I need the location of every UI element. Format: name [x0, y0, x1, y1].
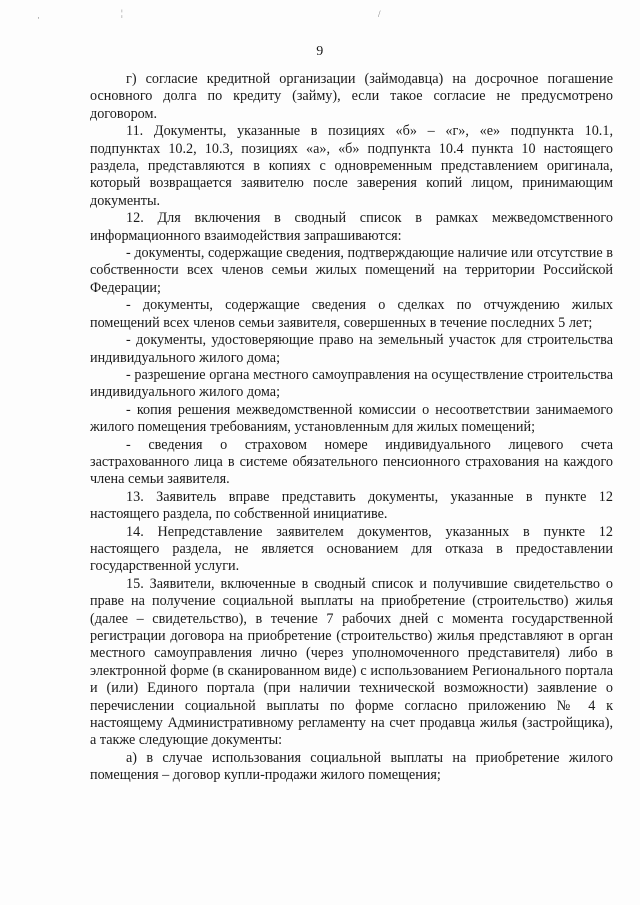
page-number: 9 — [316, 44, 324, 59]
paragraph-13: 13. Заявитель вправе представить документы, указанные в пункте 12 настоящего раздела, по собственной инициативе. — [90, 488, 613, 523]
paragraph-15: 15. Заявители, включенные в сводный список и получившие свидетельство о праве на получение социальной выплаты на приобретение (строительство) жилья (далее – свидетельство), в течение 7 рабочих дней с момента государственной регистрации договора на приобретение (строительство) жилья представляют в орган местного самоуправления лично (через уполномоченного представителя) либо в электронной форме (в сканированном виде) с использованием Регионального портала и (или) Единого портала (при наличии технической возможности) заявление о перечислении социальной выплаты по форме согласно приложению № 4 к настоящему Административному регламенту на счет продавца жилья (застройщика), а также следующие документы: — [90, 575, 613, 749]
scan-mark-left: · — [37, 13, 40, 23]
list-item-transaction-documents: - документы, содержащие сведения о сделках по отчуждению жилых помещений всех членов семьи заявителя, совершенных в течение последних 5 лет; — [90, 297, 613, 331]
list-item-property-documents: - документы, содержащие сведения, подтверждающие наличие или отсутствие в собственности всех членов семьи жилых помещений на территории Российской Федерации; — [90, 245, 613, 296]
list-item-commission-decision: - копия решения межведомственной комиссии о несоответствии занимаемого жилого помещения требованиям, установленным для жилых помещений; — [90, 401, 613, 436]
paragraph-consent: г) согласие кредитной организации (займодавца) на досрочное погашение основного долга по кредиту (займу), если такое согласие не предусмотрено договором. — [90, 71, 613, 122]
paragraph-12: 12. Для включения в сводный список в рамках межведомственного информационного взаимодействия запрашиваются: — [90, 210, 613, 244]
scan-mark-right: / — [378, 9, 381, 19]
list-item-construction-permit: - разрешение органа местного самоуправления на осуществление строительства индивидуального жилого дома; — [90, 366, 613, 401]
scan-mark-mid: ¦ — [121, 8, 123, 18]
list-item-insurance-number: - сведения о страховом номере индивидуального лицевого счета застрахованного лица в системе обязательного пенсионного страхования на каждого члена семьи заявителя. — [90, 436, 613, 488]
document-body — [90, 71, 613, 785]
paragraph-11: 11. Документы, указанные в позициях «б» – «г», «е» подпункта 10.1, подпунктах 10.2, 10.3, позициях «а», «б» подпункта 10.4 пункта 10 настоящего раздела, представляются в копиях с одновременным представлением оригинала, который возвращается заявителю после заверения копий лицом, принимающим документы. — [90, 123, 613, 209]
list-item-land-rights: - документы, удостоверяющие право на земельный участок для строительства индивидуального жилого дома; — [90, 332, 613, 366]
paragraph-14: 14. Непредставление заявителем документов, указанных в пункте 12 настоящего раздела, не является основанием для отказа в предоставлении государственной услуги. — [90, 523, 613, 575]
paragraph-15a: а) в случае использования социальной выплаты на приобретение жилого помещения – договор купли-продажи жилого помещения; — [90, 749, 613, 784]
